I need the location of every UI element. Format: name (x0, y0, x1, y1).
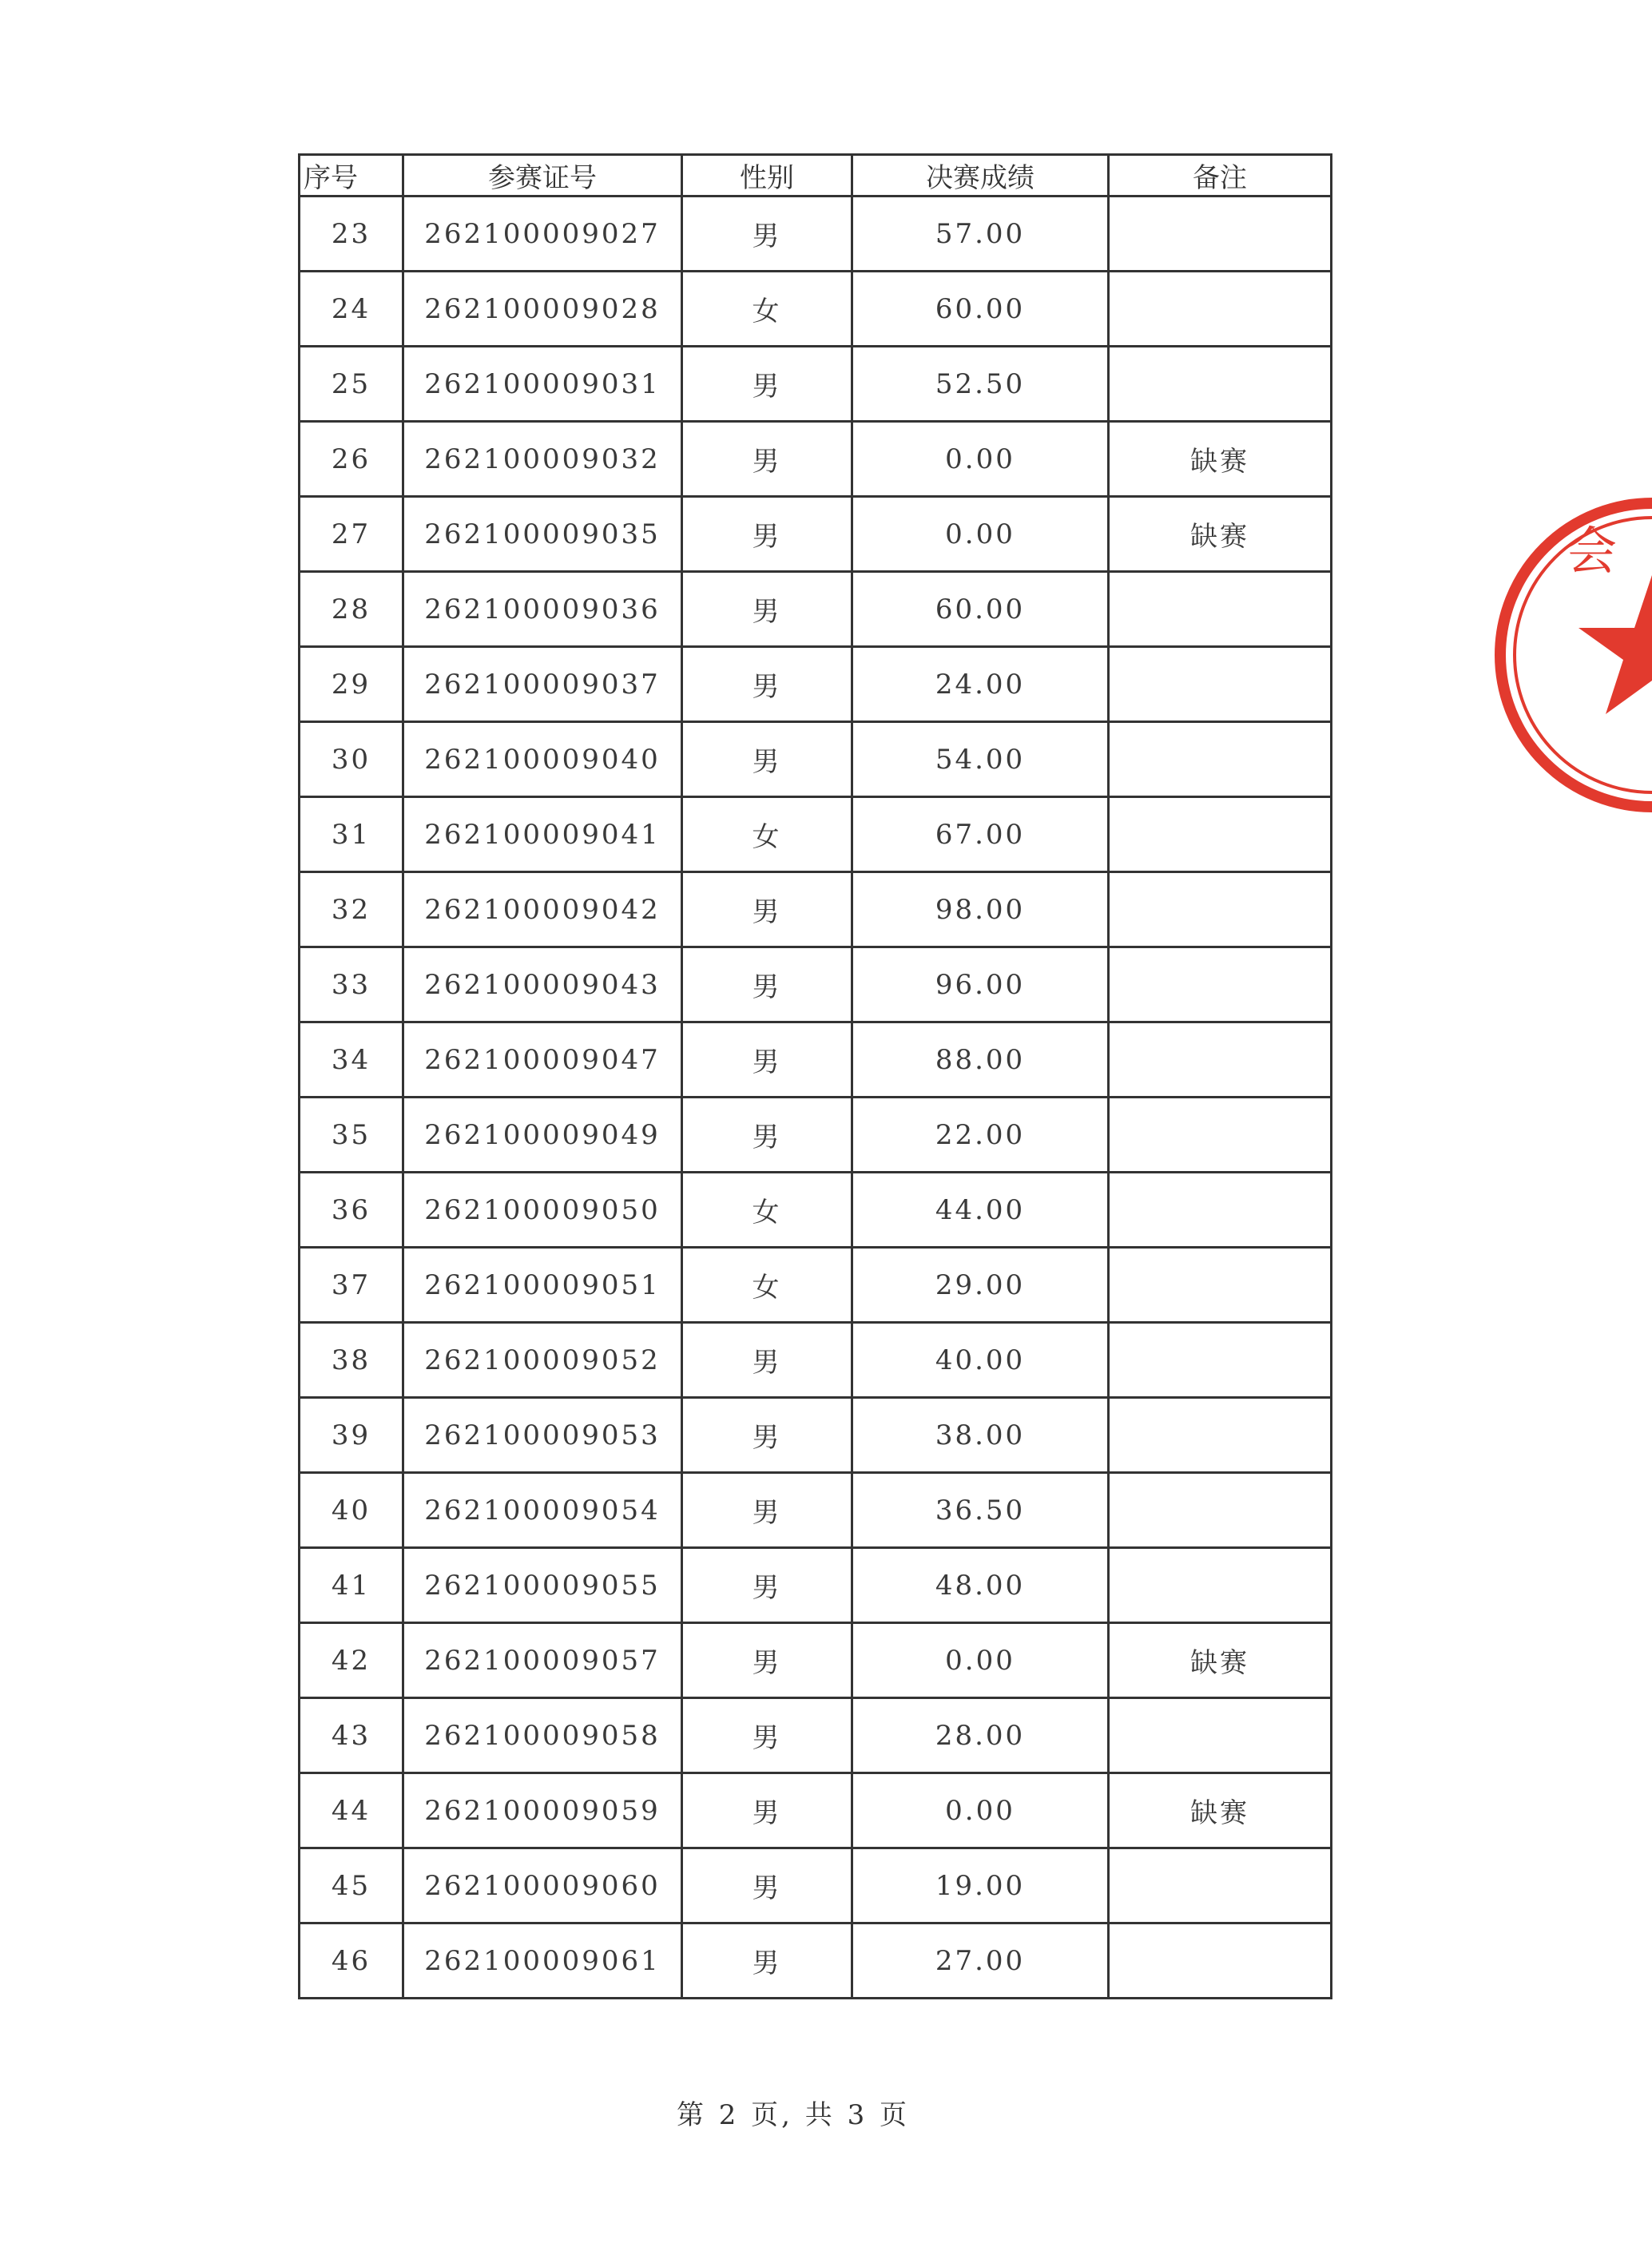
cell-final-score: 57.00 (852, 197, 1109, 272)
cell-gender: 男 (682, 1398, 852, 1473)
cell-gender: 男 (682, 1098, 852, 1173)
cell-seq: 42 (300, 1623, 403, 1698)
cell-participant-id: 262100009055 (403, 1548, 682, 1623)
cell-note (1109, 1848, 1332, 1923)
cell-note (1109, 272, 1332, 347)
cell-note (1109, 1323, 1332, 1398)
cell-note: 缺赛 (1109, 1773, 1332, 1848)
cell-note (1109, 197, 1332, 272)
cell-participant-id: 262100009054 (403, 1473, 682, 1548)
table-row (300, 722, 1332, 797)
cell-final-score: 0.00 (852, 1623, 1109, 1698)
cell-seq: 29 (300, 647, 403, 722)
cell-gender: 男 (682, 872, 852, 947)
cell-seq: 23 (300, 197, 403, 272)
cell-participant-id: 262100009051 (403, 1248, 682, 1323)
table-row (300, 1098, 1332, 1173)
table-row (300, 1698, 1332, 1773)
cell-participant-id: 262100009028 (403, 272, 682, 347)
cell-participant-id: 262100009043 (403, 947, 682, 1022)
cell-final-score: 29.00 (852, 1248, 1109, 1323)
cell-gender: 男 (682, 422, 852, 497)
cell-gender: 男 (682, 572, 852, 647)
cell-final-score: 96.00 (852, 947, 1109, 1022)
cell-note (1109, 1248, 1332, 1323)
table-body (300, 197, 1332, 1999)
official-seal-stamp (1492, 479, 1652, 831)
cell-final-score: 44.00 (852, 1173, 1109, 1248)
results-table (298, 153, 1332, 1999)
cell-seq: 37 (300, 1248, 403, 1323)
header-score: 决赛成绩 (852, 155, 1109, 197)
cell-note (1109, 1173, 1332, 1248)
cell-gender: 男 (682, 497, 852, 572)
cell-seq: 26 (300, 422, 403, 497)
table-row (300, 347, 1332, 422)
cell-final-score: 0.00 (852, 497, 1109, 572)
cell-note (1109, 722, 1332, 797)
cell-note (1109, 872, 1332, 947)
cell-gender: 女 (682, 797, 852, 872)
table-row (300, 947, 1332, 1022)
table-row (300, 1923, 1332, 1999)
cell-gender: 男 (682, 1548, 852, 1623)
cell-participant-id: 262100009042 (403, 872, 682, 947)
cell-participant-id: 262100009035 (403, 497, 682, 572)
cell-final-score: 52.50 (852, 347, 1109, 422)
cell-seq: 34 (300, 1022, 403, 1098)
cell-participant-id: 262100009036 (403, 572, 682, 647)
table-row (300, 1398, 1332, 1473)
table-row (300, 497, 1332, 572)
table-row (300, 647, 1332, 722)
cell-participant-id: 262100009049 (403, 1098, 682, 1173)
cell-final-score: 67.00 (852, 797, 1109, 872)
cell-seq: 44 (300, 1773, 403, 1848)
cell-final-score: 0.00 (852, 1773, 1109, 1848)
cell-note (1109, 1398, 1332, 1473)
table-row (300, 1548, 1332, 1623)
table-row (300, 572, 1332, 647)
cell-note (1109, 1473, 1332, 1548)
table-header-row (300, 155, 1332, 197)
seal-text: 会 (1566, 522, 1617, 582)
page-number-footer: 第 2 页, 共 3 页 (676, 2099, 911, 2131)
cell-seq: 43 (300, 1698, 403, 1773)
cell-note (1109, 647, 1332, 722)
cell-final-score: 60.00 (852, 572, 1109, 647)
header-gender: 性别 (682, 155, 852, 197)
table-row (300, 272, 1332, 347)
cell-final-score: 98.00 (852, 872, 1109, 947)
cell-seq: 24 (300, 272, 403, 347)
cell-final-score: 24.00 (852, 647, 1109, 722)
cell-seq: 33 (300, 947, 403, 1022)
header-id: 参赛证号 (403, 155, 682, 197)
cell-participant-id: 262100009047 (403, 1022, 682, 1098)
cell-gender: 男 (682, 1473, 852, 1548)
cell-gender: 女 (682, 272, 852, 347)
table-row (300, 1022, 1332, 1098)
cell-seq: 25 (300, 347, 403, 422)
cell-gender: 男 (682, 647, 852, 722)
table-row (300, 1323, 1332, 1398)
cell-final-score: 0.00 (852, 422, 1109, 497)
cell-seq: 31 (300, 797, 403, 872)
cell-note (1109, 1548, 1332, 1623)
cell-participant-id: 262100009032 (403, 422, 682, 497)
cell-participant-id: 262100009041 (403, 797, 682, 872)
cell-gender: 男 (682, 947, 852, 1022)
cell-participant-id: 262100009058 (403, 1698, 682, 1773)
cell-gender: 男 (682, 1773, 852, 1848)
cell-note (1109, 1022, 1332, 1098)
cell-final-score: 36.50 (852, 1473, 1109, 1548)
table-row (300, 197, 1332, 272)
cell-final-score: 48.00 (852, 1548, 1109, 1623)
table-row (300, 1773, 1332, 1848)
cell-gender: 男 (682, 347, 852, 422)
cell-note (1109, 572, 1332, 647)
cell-gender: 女 (682, 1248, 852, 1323)
cell-participant-id: 262100009052 (403, 1323, 682, 1398)
cell-note (1109, 1098, 1332, 1173)
cell-note (1109, 1698, 1332, 1773)
cell-seq: 35 (300, 1098, 403, 1173)
cell-participant-id: 262100009057 (403, 1623, 682, 1698)
cell-note (1109, 347, 1332, 422)
cell-seq: 32 (300, 872, 403, 947)
cell-seq: 39 (300, 1398, 403, 1473)
cell-seq: 28 (300, 572, 403, 647)
cell-final-score: 60.00 (852, 272, 1109, 347)
cell-final-score: 19.00 (852, 1848, 1109, 1923)
cell-note (1109, 797, 1332, 872)
cell-participant-id: 262100009059 (403, 1773, 682, 1848)
cell-note: 缺赛 (1109, 497, 1332, 572)
cell-note (1109, 947, 1332, 1022)
cell-participant-id: 262100009060 (403, 1848, 682, 1923)
cell-note: 缺赛 (1109, 1623, 1332, 1698)
table-row (300, 872, 1332, 947)
cell-gender: 男 (682, 1323, 852, 1398)
cell-participant-id: 262100009061 (403, 1923, 682, 1999)
cell-final-score: 38.00 (852, 1398, 1109, 1473)
table-row (300, 1248, 1332, 1323)
cell-seq: 38 (300, 1323, 403, 1398)
table-row (300, 797, 1332, 872)
cell-participant-id: 262100009031 (403, 347, 682, 422)
cell-final-score: 40.00 (852, 1323, 1109, 1398)
cell-participant-id: 262100009037 (403, 647, 682, 722)
cell-final-score: 28.00 (852, 1698, 1109, 1773)
table-row (300, 1623, 1332, 1698)
cell-gender: 男 (682, 1022, 852, 1098)
table-row (300, 1173, 1332, 1248)
cell-participant-id: 262100009040 (403, 722, 682, 797)
table-row (300, 1473, 1332, 1548)
cell-seq: 30 (300, 722, 403, 797)
cell-participant-id: 262100009053 (403, 1398, 682, 1473)
cell-seq: 46 (300, 1923, 403, 1999)
cell-note: 缺赛 (1109, 422, 1332, 497)
cell-final-score: 27.00 (852, 1923, 1109, 1999)
cell-gender: 女 (682, 1173, 852, 1248)
cell-gender: 男 (682, 722, 852, 797)
header-note: 备注 (1109, 155, 1332, 197)
cell-seq: 40 (300, 1473, 403, 1548)
cell-note (1109, 1923, 1332, 1999)
cell-final-score: 54.00 (852, 722, 1109, 797)
cell-gender: 男 (682, 1698, 852, 1773)
cell-participant-id: 262100009050 (403, 1173, 682, 1248)
cell-seq: 36 (300, 1173, 403, 1248)
cell-gender: 男 (682, 1623, 852, 1698)
cell-seq: 27 (300, 497, 403, 572)
cell-gender: 男 (682, 1923, 852, 1999)
cell-gender: 男 (682, 197, 852, 272)
cell-final-score: 88.00 (852, 1022, 1109, 1098)
cell-gender: 男 (682, 1848, 852, 1923)
cell-participant-id: 262100009027 (403, 197, 682, 272)
table-row (300, 1848, 1332, 1923)
cell-seq: 41 (300, 1548, 403, 1623)
cell-final-score: 22.00 (852, 1098, 1109, 1173)
table-row (300, 422, 1332, 497)
header-seq: 序号 (300, 155, 403, 197)
cell-seq: 45 (300, 1848, 403, 1923)
